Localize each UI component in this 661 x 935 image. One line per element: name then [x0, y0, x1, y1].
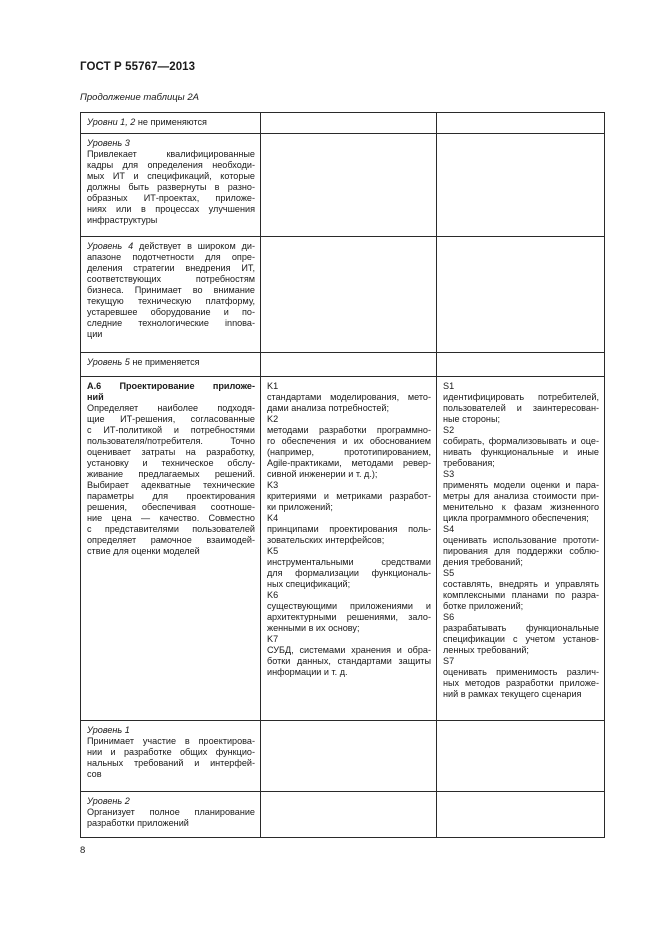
text-line: цикла программного обеспечения;: [443, 513, 589, 523]
empty-cell: [437, 792, 605, 838]
text-line: составлять, внедрять и управлять: [443, 579, 599, 589]
text-line: разработки приложений: [87, 818, 189, 828]
text-line: установку и техническое обслу-: [87, 458, 255, 468]
text-line: нивать функциональные и иные: [443, 447, 599, 457]
text-line: ции: [87, 329, 103, 339]
text-line: пользователей и заинтересован-: [443, 403, 599, 413]
text-line: идентифицировать потребителей,: [443, 392, 599, 402]
text-line: собирать, формализовывать и оце-: [443, 436, 599, 446]
text-line: оценивать применимость различ-: [443, 667, 599, 677]
knowledge-code: K4: [267, 513, 279, 523]
text-line: ботке приложений;: [443, 601, 524, 611]
table-row: [81, 113, 605, 134]
empty-cell: [437, 113, 605, 134]
competence-table: [80, 112, 605, 838]
text-line: текущую техническую платформу,: [87, 296, 255, 306]
text-line: зовательских интерфейсов;: [267, 535, 385, 545]
skill-code: S7: [443, 656, 455, 666]
text-line: ствие для оценки моделей: [87, 546, 200, 556]
text-line: женными в их основу;: [267, 623, 360, 633]
table-row: [81, 237, 605, 353]
text-line: Выбирает адекватные технические: [87, 480, 255, 490]
text-line: устаревшее оборудование и по-: [87, 307, 255, 317]
empty-cell: [261, 721, 437, 792]
text-line: ний в рамках текущего сценария: [443, 689, 582, 699]
cell-a6-description: [81, 377, 261, 721]
skill-code: S3: [443, 469, 455, 479]
table-caption: Продолжение таблицы 2А: [80, 92, 199, 103]
text-line: ботки данных, стандартами защиты: [267, 656, 431, 666]
table-row: [81, 721, 605, 792]
table-row: [81, 377, 605, 721]
text-line: должны быть развернуты в разно-: [87, 182, 255, 192]
empty-cell: [437, 721, 605, 792]
text-line: ние цена — качество. Совместно: [87, 513, 255, 523]
text-line: с представителями пользователей: [87, 524, 255, 534]
section-title: А.6 Проектирование приложе-: [87, 381, 255, 391]
empty-cell: [261, 134, 437, 237]
skill-code: S4: [443, 524, 455, 534]
text-line: бизнеса. Принимает во внимание: [87, 285, 255, 295]
text-line: щие ИТ-решения, согласованные: [87, 414, 255, 424]
text-line: сов: [87, 769, 102, 779]
text-line: спецификации с учетом установ-: [443, 634, 599, 644]
level-text: действует в широком ди-: [133, 241, 255, 251]
skill-code: S2: [443, 425, 455, 435]
text-line: нальных требований и интерфей-: [87, 758, 255, 768]
knowledge-code: K7: [267, 634, 279, 644]
cell-levels-1-2: [81, 113, 261, 134]
skill-code: S6: [443, 612, 455, 622]
knowledge-code: K1: [267, 381, 279, 391]
text-line: [87, 241, 255, 252]
text-line: принципами проектирования поль-: [267, 524, 431, 534]
cell-level-4: [81, 237, 261, 353]
text-line: следние технологические innoва-: [87, 318, 255, 328]
text-line: дами анализа потребностей;: [267, 403, 390, 413]
text-line: ки приложений;: [267, 502, 333, 512]
empty-cell: [261, 113, 437, 134]
level-label: Уровень 3: [87, 138, 130, 148]
text-line: решения, обеспечивая соотноше-: [87, 502, 255, 512]
text-line: архитектурными решениями, зало-: [267, 612, 431, 622]
text-line: оценивает затраты на разработку,: [87, 447, 255, 457]
text-line: инфраструктуры: [87, 215, 158, 225]
cell-level-3: [81, 134, 261, 237]
cell-a6-skills: [437, 377, 605, 721]
text-line: ных спецификаций;: [267, 579, 351, 589]
knowledge-code: K2: [267, 414, 279, 424]
empty-cell: [261, 353, 437, 377]
text-line: (например, прототипированием,: [267, 447, 431, 457]
knowledge-code: K3: [267, 480, 279, 490]
empty-cell: [437, 134, 605, 237]
level-label: Уровень 4: [87, 241, 134, 251]
text-line: метры для анализа стоимости при-: [443, 491, 599, 501]
text-line: сивной инженерии и т. д.);: [267, 469, 378, 479]
level-text: не применяются: [135, 117, 207, 127]
text-line: ниях или в процессах улучшения: [87, 204, 255, 214]
text-line: нии и разработке общих функцио-: [87, 747, 255, 757]
section-title-cont: ний: [87, 392, 104, 402]
text-line: го обеспечения и их обоснованием: [267, 436, 431, 446]
level-label: Уровень 5: [87, 357, 130, 367]
page-number: 8: [80, 845, 86, 856]
level-label: Уровень 1: [87, 725, 130, 735]
cell-a6-level-2: [81, 792, 261, 838]
cell-level-5: [81, 353, 261, 377]
text-line: Привлекает квалифицированные: [87, 149, 255, 159]
text-line: пользователя/потребителя. Точно: [87, 436, 255, 446]
text-line: требования;: [443, 458, 495, 468]
text-line: комплексными планами по разра-: [443, 590, 599, 600]
level-text: не применяется: [129, 357, 200, 367]
text-line: разрабатывать функциональные: [443, 623, 599, 633]
level-label: Уровни 1, 2: [87, 117, 136, 127]
text-line: соответствующих потребностям: [87, 274, 255, 284]
text-line: определяет рамочное взаимодей-: [87, 535, 255, 545]
text-line: ные стороны;: [443, 414, 501, 424]
document-header: ГОСТ Р 55767—2013: [80, 61, 196, 73]
empty-cell: [437, 353, 605, 377]
text-line: Принимает участие в проектирова-: [87, 736, 255, 746]
text-line: для формализации функциональ-: [267, 568, 431, 578]
text-line: мых ИТ и спецификаций, которые: [87, 171, 255, 181]
knowledge-code: K6: [267, 590, 279, 600]
text-line: параметры для проектирования: [87, 491, 255, 501]
text-line: кадры для определения необходи-: [87, 160, 255, 170]
table-row: [81, 792, 605, 838]
text-line: ных методов разработки приложе-: [443, 678, 599, 688]
text-line: Определяет наиболее подходя-: [87, 403, 255, 413]
level-label: Уровень 2: [87, 796, 130, 806]
text-line: применять модели оценки и пара-: [443, 480, 599, 490]
text-line: критериями и метриками разработ-: [267, 491, 431, 501]
text-line: Agile-практиками, методами ревер-: [267, 458, 431, 468]
skill-code: S1: [443, 381, 455, 391]
text-line: Организует полное планирование: [87, 807, 255, 817]
skill-code: S5: [443, 568, 455, 578]
text-line: пирования для поддержки соблю-: [443, 546, 599, 556]
cell-a6-level-1: [81, 721, 261, 792]
text-line: деления стратегии внедрения ИТ,: [87, 263, 255, 273]
text-line: образных ИТ-проектах, приложе-: [87, 193, 255, 203]
text-line: информации и т. д.: [267, 667, 348, 677]
text-line: менительно к фазам жизненного: [443, 502, 599, 512]
text-line: существующими приложениями и: [267, 601, 431, 611]
text-line: живание предлагаемых решений.: [87, 469, 255, 479]
empty-cell: [261, 792, 437, 838]
text-line: апазоне подотчетности для опре-: [87, 252, 255, 262]
text-line: оценивать использование прототи-: [443, 535, 599, 545]
text-line: инструментальными средствами: [267, 557, 431, 567]
empty-cell: [437, 237, 605, 353]
table-row: [81, 134, 605, 237]
text-line: с ИТ-политикой и потребностями: [87, 425, 255, 435]
text-line: СУБД, системами хранения и обра-: [267, 645, 431, 655]
cell-a6-knowledge: [261, 377, 437, 721]
text-line: стандартами моделирования, мето-: [267, 392, 431, 402]
table-row: [81, 353, 605, 377]
text-line: ленных требований;: [443, 645, 529, 655]
empty-cell: [261, 237, 437, 353]
knowledge-code: K5: [267, 546, 279, 556]
text-line: дения требований;: [443, 557, 523, 567]
text-line: методами разработки программно-: [267, 425, 431, 435]
